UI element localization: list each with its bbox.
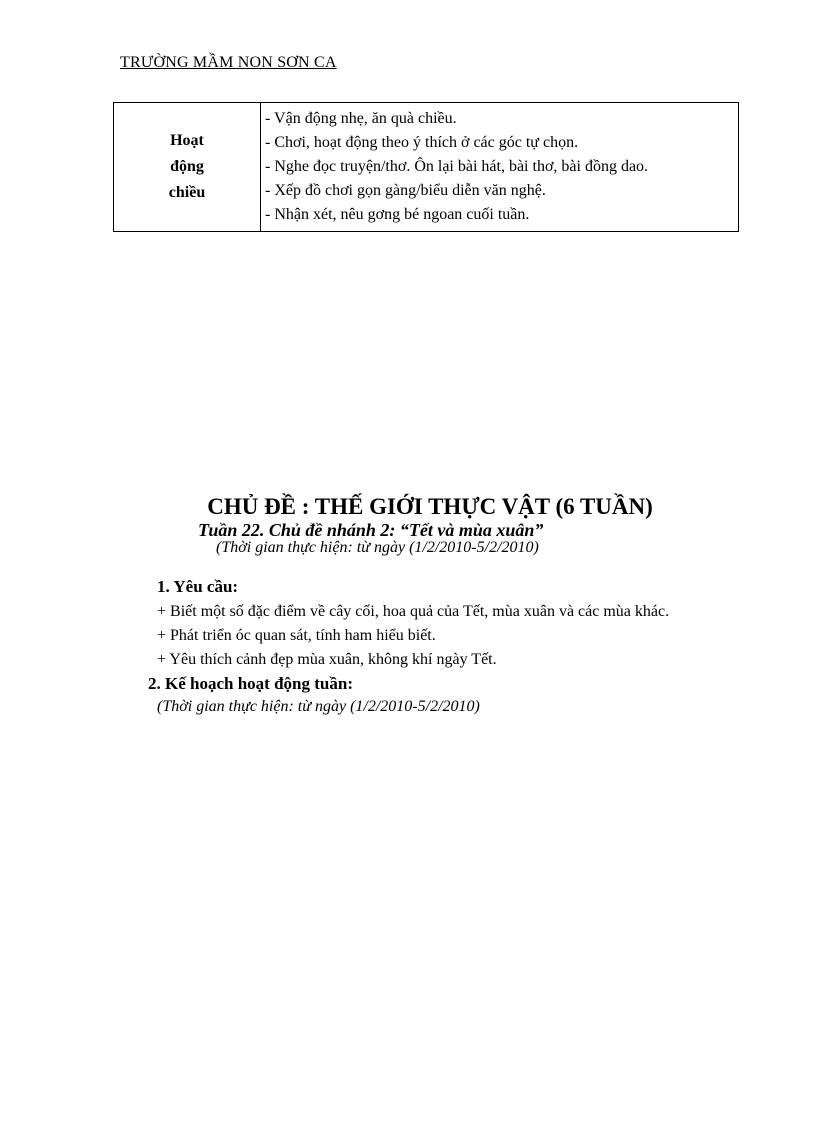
topic-title: CHỦ ĐỀ : THẾ GIỚI THỰC VẬT (6 TUẦN) [207,494,653,519]
activity-item: - Chơi, hoạt động theo ý thích ở các góc tự chọn. [265,134,579,151]
topic-time-note: (Thời gian thực hiện: từ ngày (1/2/2010-5/2/2010) [216,539,539,556]
activity-item: - Nghe đọc truyện/thơ. Ôn lại bài hát, bài thơ, bài đồng dao. [265,158,649,175]
week-subtitle: Tuần 22. Chủ đề nhánh 2: “Tết và mùa xuân” [198,520,544,540]
activity-table [113,102,739,232]
requirements-heading: 1. Yêu cầu: [157,577,239,596]
activity-content-cell [261,103,739,232]
school-name: TRƯỜNG MẦM NON SƠN CA [120,54,337,71]
activity-label-line: chiều [168,184,206,201]
weekly-plan-heading: 2. Kế hoạch hoạt động tuần: [148,674,353,693]
activity-item: - Xếp đồ chơi gọn gàng/biểu diễn văn nghệ. [265,182,546,199]
requirement-item: + Yêu thích cảnh đẹp mùa xuân, không khí ngày Tết. [157,651,497,668]
activity-label-line: Hoạt [170,132,204,149]
requirement-item: + Phát triển óc quan sát, tính ham hiểu biết. [157,627,436,644]
activity-item: - Nhận xét, nêu gơng bé ngoan cuối tuần. [265,206,530,223]
weekly-plan-time-note: (Thời gian thực hiện: từ ngày (1/2/2010-5/2/2010) [157,698,480,715]
activity-label-cell [114,103,261,232]
table-row [114,103,739,232]
activity-label-line: động [170,158,204,175]
requirement-item: + Biết một số đặc điểm về cây cối, hoa quả của Tết, mùa xuân và các mùa khác. [157,603,670,620]
activity-item: - Vận động nhẹ, ăn quà chiều. [265,110,457,127]
